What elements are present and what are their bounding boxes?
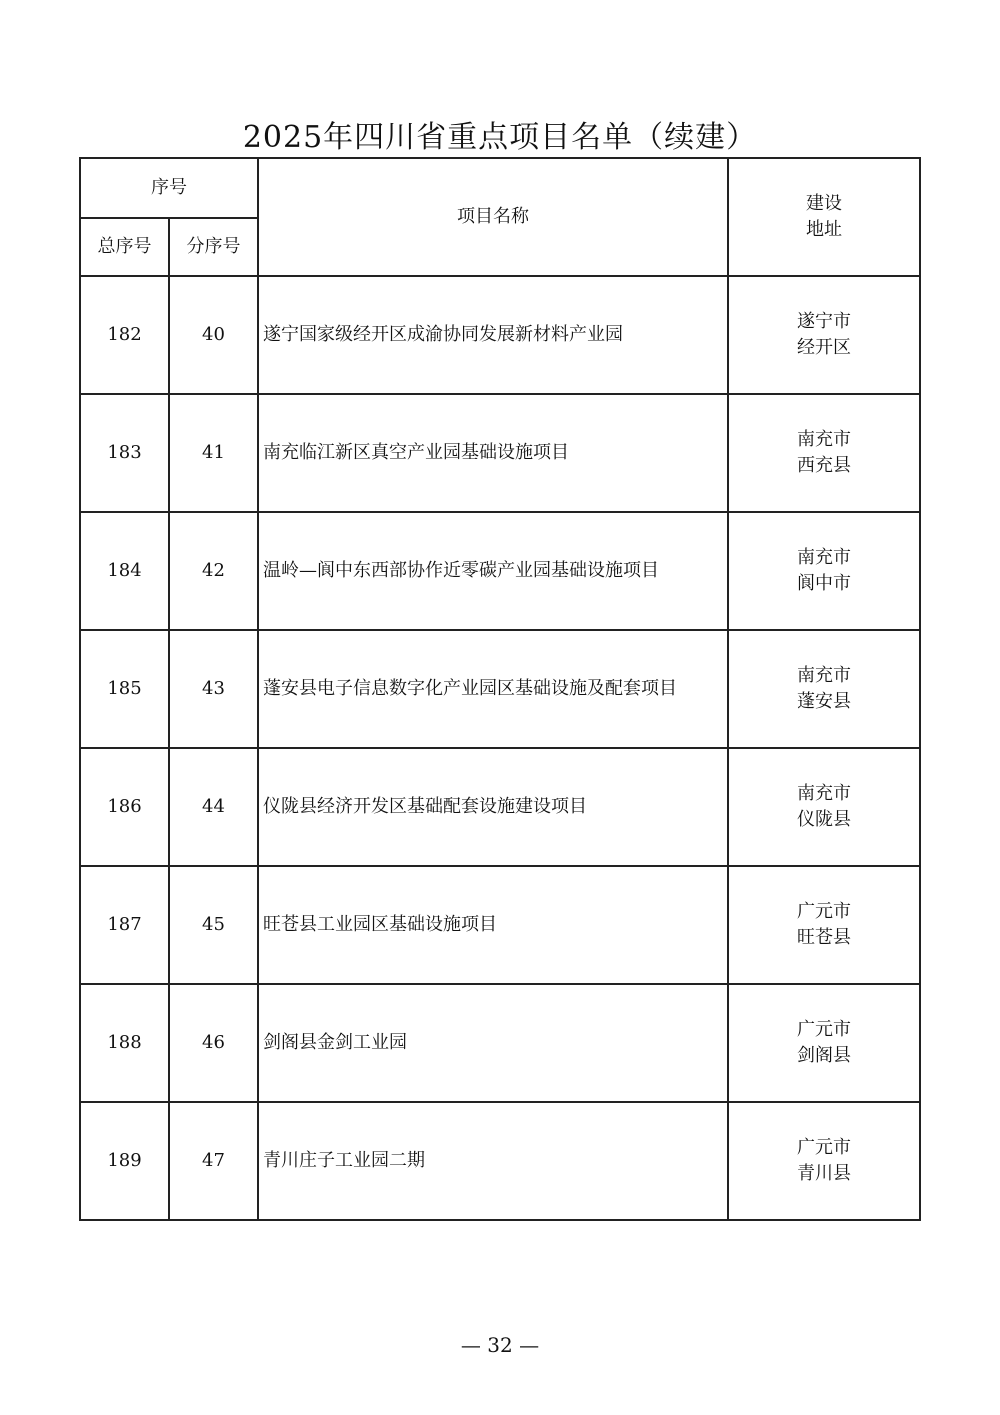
project-name-cell: 仪陇县经济开发区基础配套设施建设项目 <box>258 748 728 866</box>
page-title: 2025年四川省重点项目名单（续建） <box>242 120 758 156</box>
location-city: 广元市 <box>797 901 851 922</box>
location-city: 南充市 <box>797 783 851 804</box>
table-row <box>80 984 920 1102</box>
project-name-cell: 青川庄子工业园二期 <box>258 1102 728 1220</box>
table-row <box>80 866 920 984</box>
sub-seq-cell: 41 <box>169 394 258 512</box>
header-location <box>728 158 920 276</box>
table-row <box>80 276 920 394</box>
location-city: 遂宁市 <box>797 311 851 332</box>
table-row <box>80 1102 920 1220</box>
location-cell <box>728 866 920 984</box>
location-cell <box>728 630 920 748</box>
projects-table <box>79 157 921 1221</box>
location-district: 西充县 <box>797 455 851 476</box>
location-cell <box>728 748 920 866</box>
project-name-cell: 剑阁县金剑工业园 <box>258 984 728 1102</box>
header-location-line1: 建设 <box>806 193 842 214</box>
location-district: 旺苍县 <box>797 927 851 948</box>
header-location-line2: 地址 <box>806 219 842 240</box>
location-city: 南充市 <box>797 429 851 450</box>
sub-seq-cell: 47 <box>169 1102 258 1220</box>
header-total-seq: 总序号 <box>80 218 169 276</box>
table-row <box>80 630 920 748</box>
location-cell <box>728 512 920 630</box>
page-number: — 32 — <box>460 1333 540 1357</box>
sub-seq-cell: 45 <box>169 866 258 984</box>
header-project-name: 项目名称 <box>258 158 728 276</box>
total-seq-cell: 186 <box>80 748 169 866</box>
location-district: 剑阁县 <box>797 1045 851 1066</box>
total-seq-cell: 189 <box>80 1102 169 1220</box>
location-cell <box>728 984 920 1102</box>
location-cell <box>728 276 920 394</box>
project-name-cell: 温岭—阆中东西部协作近零碳产业园基础设施项目 <box>258 512 728 630</box>
header-seq-group: 序号 <box>80 158 258 218</box>
project-name-cell: 遂宁国家级经开区成渝协同发展新材料产业园 <box>258 276 728 394</box>
total-seq-cell: 187 <box>80 866 169 984</box>
location-district: 蓬安县 <box>797 691 851 712</box>
total-seq-cell: 188 <box>80 984 169 1102</box>
location-city: 广元市 <box>797 1137 851 1158</box>
table-row <box>80 748 920 866</box>
location-city: 南充市 <box>797 665 851 686</box>
location-cell <box>728 394 920 512</box>
table-row <box>80 394 920 512</box>
location-district: 仪陇县 <box>797 809 851 830</box>
location-district: 青川县 <box>797 1163 851 1184</box>
total-seq-cell: 183 <box>80 394 169 512</box>
location-district: 阆中市 <box>797 573 851 594</box>
sub-seq-cell: 44 <box>169 748 258 866</box>
sub-seq-cell: 40 <box>169 276 258 394</box>
table-row <box>80 512 920 630</box>
project-name-cell: 旺苍县工业园区基础设施项目 <box>258 866 728 984</box>
total-seq-cell: 185 <box>80 630 169 748</box>
sub-seq-cell: 46 <box>169 984 258 1102</box>
project-name-cell: 蓬安县电子信息数字化产业园区基础设施及配套项目 <box>258 630 728 748</box>
project-name-cell: 南充临江新区真空产业园基础设施项目 <box>258 394 728 512</box>
total-seq-cell: 182 <box>80 276 169 394</box>
location-cell <box>728 1102 920 1220</box>
total-seq-cell: 184 <box>80 512 169 630</box>
location-city: 南充市 <box>797 547 851 568</box>
sub-seq-cell: 43 <box>169 630 258 748</box>
location-district: 经开区 <box>797 337 851 358</box>
location-city: 广元市 <box>797 1019 851 1040</box>
header-sub-seq: 分序号 <box>169 218 258 276</box>
sub-seq-cell: 42 <box>169 512 258 630</box>
